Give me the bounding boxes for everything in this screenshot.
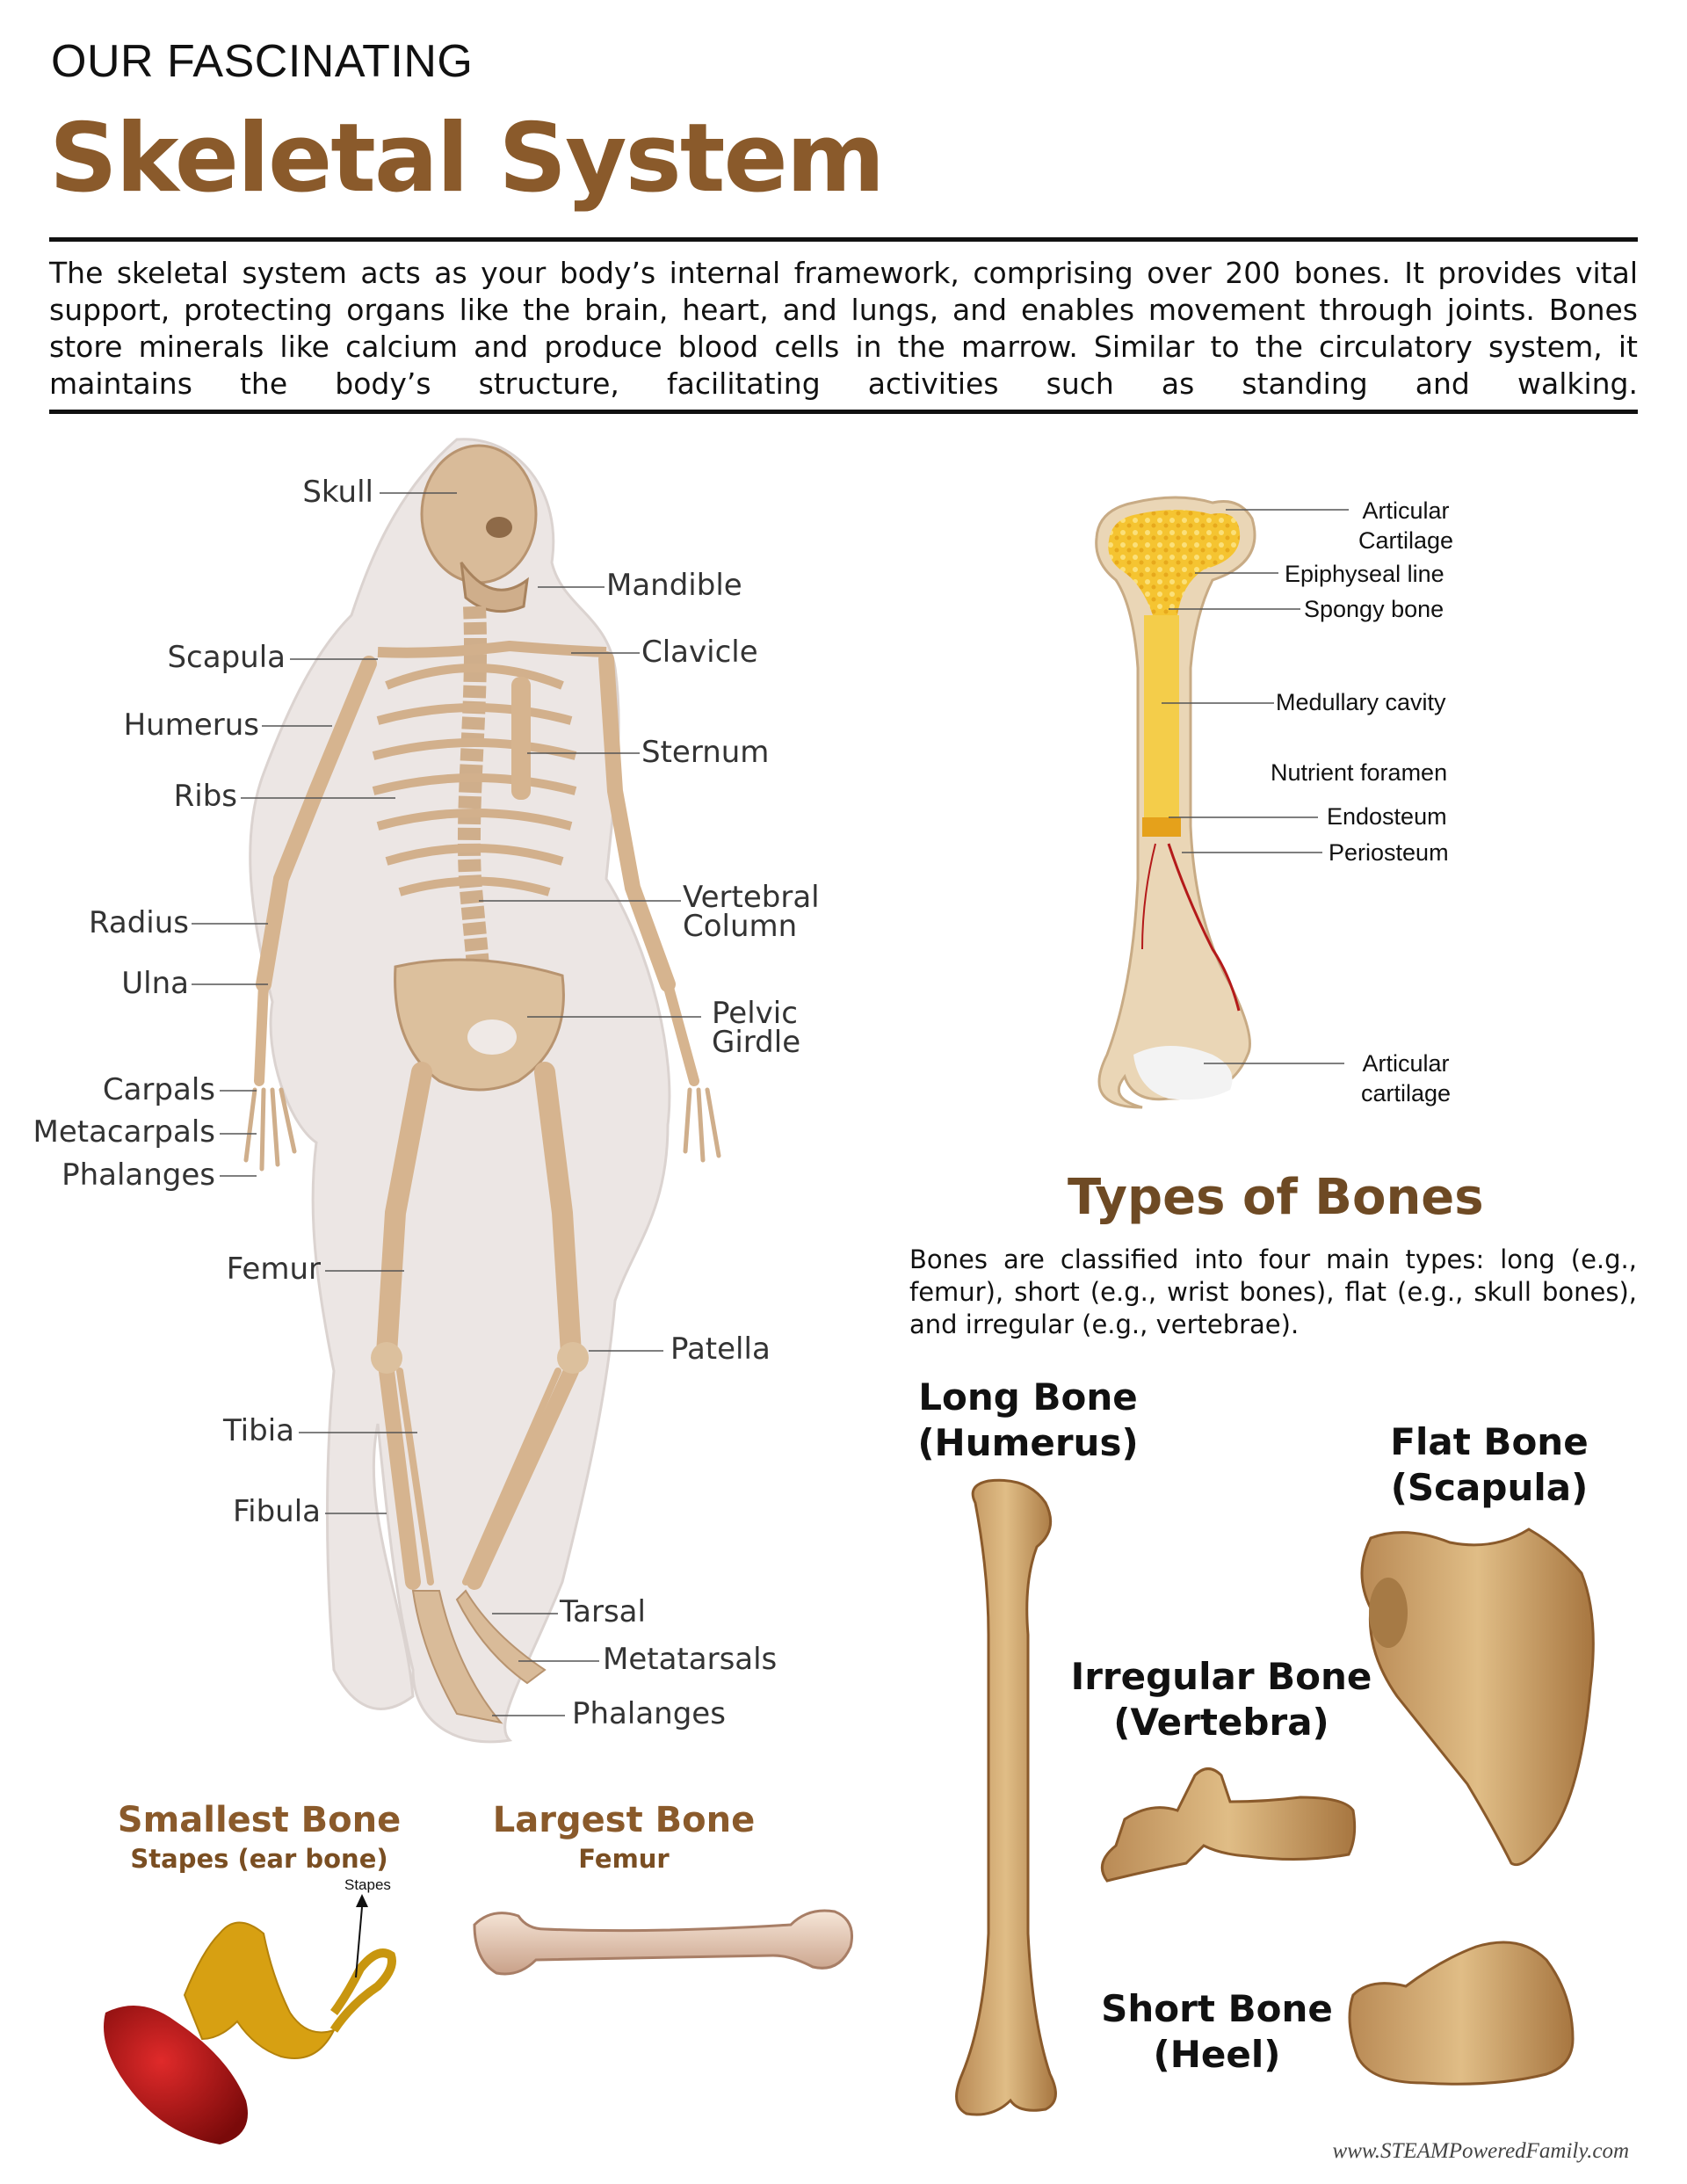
heel-illustration [1350,1942,1573,2084]
label-medullary-cavity: Medullary cavity [1276,689,1446,715]
ear-ossicles-illustration [104,1894,392,2144]
femur-illustration [474,1911,852,1974]
footer-url: www.STEAMPoweredFamily.com [1332,2139,1629,2163]
label-clavicle: Clavicle [641,635,758,670]
label-tibia: Tibia [222,1413,294,1448]
label-humerus: Humerus [123,707,259,743]
vertebra-illustration [1102,1769,1354,1882]
long-bone-label: Long Bone (Humerus) [917,1375,1139,1464]
largest-bone-subtitle: Femur [578,1844,670,1874]
label-fibula: Fibula [233,1494,321,1529]
stapes-pointer-label: Stapes [344,1876,391,1893]
label-mandible: Mandible [606,568,742,603]
types-of-bones-description: Bones are classified into four main types: long (e.g., femur), short (e.g., wrist bones), flat (e.g., skull bones), and irregular (e.g., vertebrae). [909,1244,1637,1339]
humerus-illustration [957,1480,1056,2115]
label-patella: Patella [670,1331,771,1367]
label-spongy-bone: Spongy bone [1304,596,1444,622]
label-phalanges-hand: Phalanges [62,1157,215,1193]
flat-bone-label: Flat Bone (Scapula) [1390,1420,1589,1509]
label-articular-cartilage-bottom: Articular cartilage [1360,1050,1452,1107]
types-of-bones-title: Types of Bones [1068,1169,1484,1226]
label-phalanges-foot: Phalanges [572,1696,726,1731]
label-sternum: Sternum [641,735,770,770]
label-ribs: Ribs [173,779,237,814]
page-title: Skeletal System [49,104,884,214]
smallest-bone-title: Smallest Bone [117,1800,402,1840]
kicker: OUR FASCINATING [51,36,474,87]
label-nutrient-foramen: Nutrient foramen [1271,759,1448,786]
label-carpals: Carpals [102,1072,215,1107]
label-radius: Radius [88,905,189,940]
label-epiphyseal-line: Epiphyseal line [1285,561,1444,587]
label-tarsal: Tarsal [560,1594,646,1629]
label-metacarpals: Metacarpals [33,1114,215,1150]
label-pelvic-girdle: Pelvic Girdle [712,996,801,1060]
label-endosteum: Endosteum [1327,803,1447,830]
intro-paragraph: The skeletal system acts as your body’s internal framework, comprising over 200 bones. It provides vital support, protecting organs like the brain, heart, and lungs, and enables movement through joints. Bones store minerals like calcium and produce blood cells in the marrow. Similar to the circulatory system, it maintains the body’s structure, facilitating activities such as standing and walking. [49,256,1638,401]
irregular-bone-label: Irregular Bone (Vertebra) [1070,1655,1372,1744]
label-scapula: Scapula [167,640,286,675]
label-metatarsals: Metatarsals [603,1642,778,1677]
label-skull: Skull [302,475,373,510]
label-femur: Femur [226,1252,321,1287]
bone-cross-section [1097,497,1255,1107]
smallest-bone-subtitle: Stapes (ear bone) [130,1844,388,1874]
scapula-illustration [1362,1529,1593,1865]
largest-bone-title: Largest Bone [492,1800,756,1840]
short-bone-label: Short Bone (Heel) [1101,1987,1333,2076]
label-articular-cartilage-top: Articular Cartilage [1358,497,1454,554]
label-ulna: Ulna [121,966,189,1001]
label-vertebral-column: Vertebral Column [683,880,820,944]
label-periosteum: Periosteum [1329,839,1449,866]
